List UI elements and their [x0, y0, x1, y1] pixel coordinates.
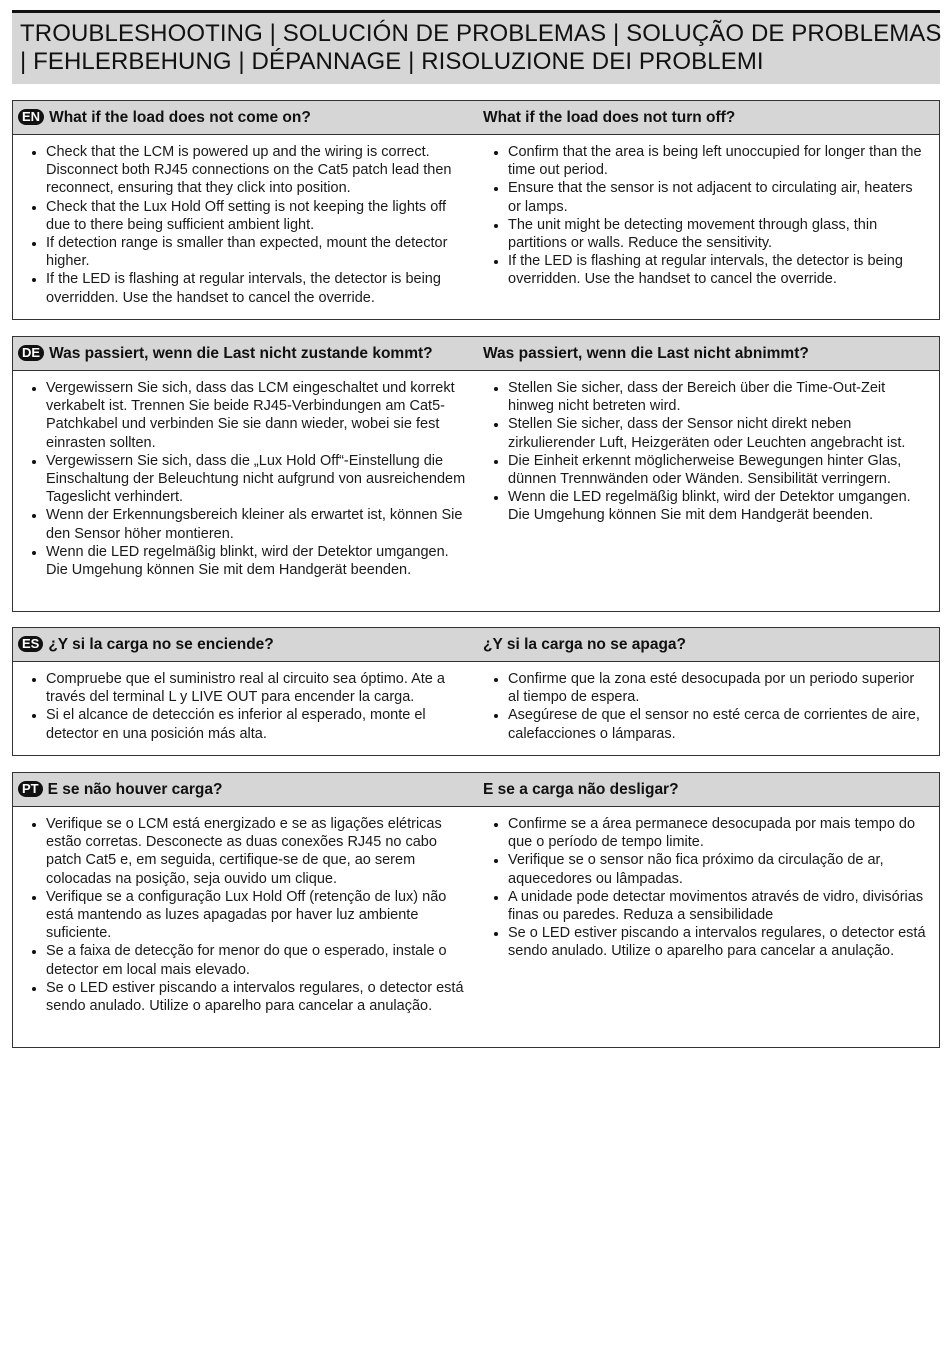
list-item: If the LED is flashing at regular intervals, the detector is being overridden. Use the handset to cancel the override.	[27, 270, 467, 306]
list-item: Check that the Lux Hold Off setting is not keeping the lights off due to there being sufficient ambient light.	[27, 198, 467, 234]
list-item: Se o LED estiver piscando a intervalos regulares, o detector está sendo anulado. Utilize o aparelho para cancelar a anulação.	[489, 924, 929, 960]
list-item: A unidade pode detectar movimentos através de vidro, divisórias finas ou paredes. Reduza a sensibilidade	[489, 888, 929, 924]
list-item: Confirme que la zona esté desocupada por un periodo superior al tiempo de espera.	[489, 670, 929, 706]
list-item: Confirm that the area is being left unoccupied for longer than the time out period.	[489, 143, 929, 179]
right-bullet-list	[489, 815, 929, 961]
list-item: Stellen Sie sicher, dass der Bereich über die Time-Out-Zeit hinweg nicht betreten wird.	[489, 379, 929, 415]
list-item: Se a faixa de detecção for menor do que o esperado, instale o detector em local mais elevado.	[27, 942, 467, 978]
list-item: Wenn der Erkennungsbereich kleiner als erwartet ist, können Sie den Sensor höher montieren.	[27, 506, 467, 542]
section-en	[12, 100, 940, 320]
list-item: Confirme se a área permanece desocupada por mais tempo do que o período de tempo limite.	[489, 815, 929, 851]
section-header	[13, 337, 939, 371]
list-item: Se o LED estiver piscando a intervalos regulares, o detector está sendo anulado. Utilize o aparelho para cancelar a anulação.	[27, 979, 467, 1015]
list-item: If detection range is smaller than expected, mount the detector higher.	[27, 234, 467, 270]
right-bullet-list	[489, 143, 929, 289]
left-heading	[18, 108, 311, 128]
list-item: Verifique se o sensor não fica próximo da circulação de ar, aquecedores ou lâmpadas.	[489, 851, 929, 887]
right-bullet-list	[489, 379, 929, 525]
list-item: Ensure that the sensor is not adjacent to circulating air, heaters or lamps.	[489, 179, 929, 215]
left-heading-text: ¿Y si la carga no se enciende?	[48, 636, 274, 653]
page-title-line-2: | FEHLERBEHUNG | DÉPANNAGE | RISOLUZIONE DEI PROBLEMI	[20, 48, 764, 75]
page-title-line-1: TROUBLESHOOTING | SOLUCIÓN DE PROBLEMAS | SOLUÇÃO DE PROBLEMAS	[20, 20, 942, 47]
section-es	[12, 627, 940, 756]
list-item: Asegúrese de que el sensor no esté cerca de corrientes de aire, calefacciones o lámparas.	[489, 706, 929, 742]
language-badge: ES	[18, 636, 43, 652]
left-bullet-list	[27, 379, 467, 579]
section-header	[13, 628, 939, 662]
language-badge: DE	[18, 345, 44, 361]
left-heading-text: Was passiert, wenn die Last nicht zustande kommt?	[49, 345, 433, 362]
section-de	[12, 336, 940, 612]
left-bullet-list	[27, 143, 467, 307]
left-heading-text: What if the load does not come on?	[49, 109, 311, 126]
right-heading: E se a carga não desligar?	[483, 781, 679, 798]
language-badge: EN	[18, 109, 44, 125]
list-item: Vergewissern Sie sich, dass die „Lux Hold Off“-Einstellung die Einschaltung der Beleuchtung nicht aufgrund von ausreichendem Tageslicht verhindert.	[27, 452, 467, 507]
list-item: Stellen Sie sicher, dass der Sensor nicht direkt neben zirkulierender Luft, Heizgeräten oder Leuchten angebracht ist.	[489, 415, 929, 451]
section-pt	[12, 772, 940, 1048]
left-bullet-list	[27, 670, 467, 743]
list-item: Si el alcance de detección es inferior al esperado, monte el detector en una posición más alta.	[27, 706, 467, 742]
left-heading	[18, 344, 433, 364]
right-heading: What if the load does not turn off?	[483, 109, 736, 126]
list-item: Vergewissern Sie sich, dass das LCM eingeschaltet und korrekt verkabelt ist. Trennen Sie beide RJ45-Verbindungen am Cat5-Patchkabel und verbinden Sie sie dann wieder, wobei sie fest einrasten sollten.	[27, 379, 467, 452]
list-item: Check that the LCM is powered up and the wiring is correct. Disconnect both RJ45 connections on the Cat5 patch lead then reconnect, ensuring that they click into position.	[27, 143, 467, 198]
right-heading: Was passiert, wenn die Last nicht abnimmt?	[483, 345, 809, 362]
list-item: Die Einheit erkennt möglicherweise Bewegungen hinter Glas, dünnen Trennwänden oder Wänden. Sensibilität verringern.	[489, 452, 929, 488]
right-heading: ¿Y si la carga no se apaga?	[483, 636, 687, 653]
list-item: Wenn die LED regelmäßig blinkt, wird der Detektor umgangen. Die Umgehung können Sie mit dem Handgerät beenden.	[27, 543, 467, 579]
list-item: Verifique se a configuração Lux Hold Off (retenção de lux) não está mantendo as luzes apagadas por haver luz ambiente suficiente.	[27, 888, 467, 943]
left-heading	[18, 780, 223, 800]
section-header	[13, 101, 939, 135]
list-item: If the LED is flashing at regular intervals, the detector is being overridden. Use the handset to cancel the override.	[489, 252, 929, 288]
right-bullet-list	[489, 670, 929, 743]
section-header	[13, 773, 939, 807]
left-heading-text: E se não houver carga?	[47, 781, 223, 798]
page-title-banner	[12, 10, 940, 84]
list-item: The unit might be detecting movement through glass, thin partitions or walls. Reduce the sensitivity.	[489, 216, 929, 252]
language-badge: PT	[18, 781, 43, 797]
left-bullet-list	[27, 815, 467, 1015]
list-item: Compruebe que el suministro real al circuito sea óptimo. Ate a través del terminal L y LIVE OUT para encender la carga.	[27, 670, 467, 706]
left-heading	[18, 635, 274, 655]
list-item: Wenn die LED regelmäßig blinkt, wird der Detektor umgangen. Die Umgehung können Sie mit dem Handgerät beenden.	[489, 488, 929, 524]
list-item: Verifique se o LCM está energizado e se as ligações elétricas estão corretas. Desconecte as duas conexões RJ45 no cabo patch Cat5 e, em seguida, certifique-se de que, ao serem colocadas na posição, seja ouvido um clique.	[27, 815, 467, 888]
